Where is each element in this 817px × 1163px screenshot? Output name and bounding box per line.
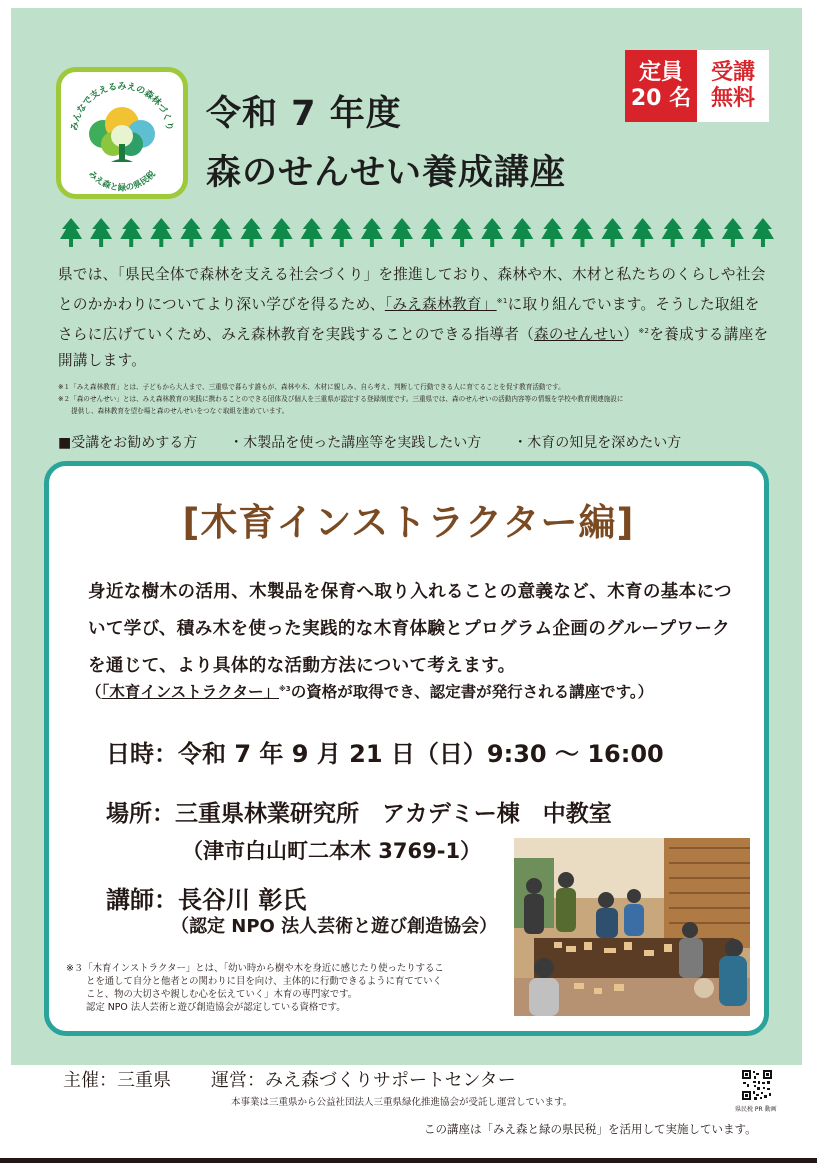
tree-icon — [692, 218, 714, 247]
organizers — [63, 1066, 556, 1092]
intro-text-1: 県では、「県民全体で森林を支える社会づくり」を推進しており、森林や木、木材と私たちのくらしや社会とのかかわりについてより深い学びを得るため、 — [58, 266, 766, 313]
photo-image — [514, 838, 750, 1016]
footnote-ref-3: ※3 — [279, 684, 291, 693]
tree-icon — [150, 218, 172, 247]
logo-text-bottom: みえ森と緑の県民税 — [86, 169, 158, 194]
capacity-label: 定員 — [638, 59, 683, 85]
term-wood-instructor: 「木育インストラクター」 — [101, 683, 279, 701]
tree-icon — [301, 218, 323, 247]
operation-note: 本事業は三重県から公益社団法人三重県緑化推進協会が受託し運営しています。 — [231, 1097, 573, 1108]
tax-funding-note: この講座は「みえ森と緑の県民税」を活用して実施しています。 — [424, 1122, 757, 1136]
recommend-label: ■受講をお勧めする方 — [58, 435, 198, 451]
intro-paren-close: ） — [623, 325, 639, 343]
qual-rest: の資格が取得でき、認定書が発行される講座です。） — [290, 683, 654, 701]
footnote-3-line-3: こと、物の大切さや親しむ心を伝えていく」木育の専門家です。 — [86, 989, 358, 1000]
tree-icon — [120, 218, 142, 247]
tree-icon — [632, 218, 654, 247]
tree-icon — [271, 218, 293, 247]
workshop-photo — [514, 838, 750, 1016]
notes-block — [58, 381, 773, 417]
tree-icon — [662, 218, 684, 247]
note-2b: 提供し、森林教育を望む場と森のせんせいをつなぐ取組を進めています。 — [58, 407, 289, 415]
course-place: 場所：三重県林業研究所 アカデミー棟 中教室 — [106, 801, 612, 827]
term-mie-forest-education: 「みえ森林教育」 — [384, 295, 497, 313]
qual-paren-open: （ — [86, 683, 102, 701]
tree-icon — [451, 218, 473, 247]
free-badge — [697, 50, 769, 122]
qr-label: 県民税 PR 動画 — [735, 1106, 777, 1113]
footnote-ref-2: ※2 — [638, 326, 650, 335]
title-year: 令和 7 年度 — [206, 94, 402, 134]
note-1: ※１「みえ森林教育」とは、子どもから大人まで、三重県で暮らす誰もが、森林や木、木材に親しみ、自ら考え、判断して行動できる人に育てることを促す教育活動です。 — [58, 383, 565, 391]
qualification-note — [86, 680, 653, 702]
tree-icon — [752, 218, 774, 247]
course-title: [木育インストラクター編] — [182, 501, 635, 544]
intro-text-2: に取り組んでいます。そうした取組をさらに広げていくため、みえ森林教育を実践することのできる指導者（ — [58, 295, 760, 343]
course-date: 日時：令和 7 年 9 月 21 日（日）9:30 ～ 16:00 — [106, 740, 664, 768]
recommend-item-1: ・木製品を使った講座等を実践したい方 — [229, 435, 482, 451]
tree-icon — [571, 218, 593, 247]
note-2a: ※２「森のせんせい」とは、みえ森林教育の実践に携わることのできる団体及び個人を三重県が認定する登録制度です。三重県では、森のせんせいの活動内容等の情報を学校や教育関連施設に — [58, 395, 624, 403]
tree-row-decoration — [56, 217, 778, 249]
page-title: 森のせんせい養成講座 — [206, 153, 567, 193]
term-forest-teacher: 森のせんせい — [534, 325, 624, 343]
host-text: 主催：三重県 — [63, 1070, 171, 1091]
tree-icon — [361, 218, 383, 247]
tree-icon — [481, 218, 503, 247]
course-description: 身近な樹木の活用、木製品を保育へ取り入れることの意義など、木育の基本について学び、積み木を使った実践的な木育体験とプログラム企画のグループワークを通じて、より具体的な活動方法について考えます。 — [88, 582, 733, 676]
tree-icon — [722, 218, 744, 247]
tree-icon — [180, 218, 202, 247]
intro-paragraph — [58, 262, 770, 374]
tree-logo-icon — [61, 72, 183, 194]
lecturer-organization: （認定 NPO 法人芸術と遊び創造協会） — [171, 916, 498, 937]
footnote-3-line-4: 認定 NPO 法人芸術と遊び創造協会が認定している資格です。 — [86, 1002, 346, 1013]
tree-icon — [602, 218, 624, 247]
course-address: （津市白山町二本木 3769-1） — [182, 839, 482, 863]
capacity-badge — [625, 50, 697, 122]
course-lecturer: 講師：長谷川 彰氏 — [106, 886, 307, 914]
tree-icon — [421, 218, 443, 247]
footnote-ref-1: ※1 — [496, 297, 508, 305]
logo-text-top: みんなで支えるみえの森林づくり — [69, 82, 175, 132]
tree-icon — [511, 218, 533, 247]
tree-icon — [210, 218, 232, 247]
qr-code-icon[interactable] — [741, 1069, 773, 1101]
operator-text: 運営：みえ森づくりサポートセンター — [211, 1070, 516, 1091]
footnote-3 — [66, 962, 512, 1014]
capacity-value: 20 名 — [630, 86, 692, 111]
svg-text:みえ森と緑の県民税 — [86, 168, 158, 193]
recommend-item-2: ・木育の知見を深めたい方 — [513, 435, 682, 451]
tree-icon — [331, 218, 353, 247]
tree-icon — [241, 218, 263, 247]
forest-tax-logo — [56, 67, 188, 199]
tree-icon — [90, 218, 112, 247]
footnote-3-line-2: とを通して自分と他者との関わりに目を向け、主体的に行動できるように育てていく — [86, 976, 442, 987]
tree-icon — [391, 218, 413, 247]
tree-icon — [541, 218, 563, 247]
intro-text-3: を養成する講座を開講します。 — [58, 325, 769, 369]
fee-label: 受講 — [710, 59, 755, 85]
tree-icon — [60, 218, 82, 247]
footnote-3-line-1: ※３「木育インストラクター」とは、「幼い時から樹や木を身近に感じたり使ったりするこ — [66, 963, 444, 974]
bottom-rule — [0, 1158, 817, 1163]
recommended-for — [58, 432, 713, 452]
fee-value: 無料 — [710, 86, 755, 111]
